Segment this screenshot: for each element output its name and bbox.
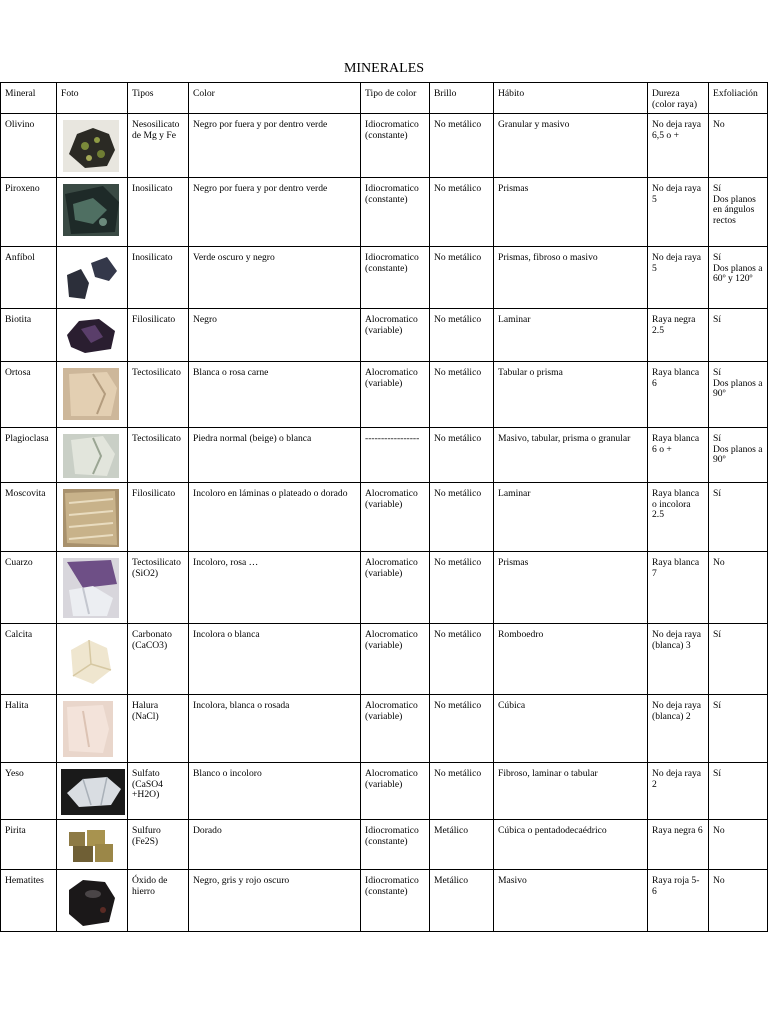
cell-tipo-color: Idiocromatico (constante): [361, 114, 430, 178]
header-tipos: Tipos: [128, 83, 189, 114]
header-exfoliacion: Exfoliación: [709, 83, 768, 114]
cell-brillo: No metálico: [430, 428, 494, 483]
cell-mineral: Cuarzo: [1, 552, 57, 624]
cell-habito: Prismas: [494, 552, 648, 624]
cell-color: Blanco o incoloro: [189, 763, 361, 820]
table-row: [1, 763, 768, 820]
cell-habito: Granular y masivo: [494, 114, 648, 178]
cell-brillo: Metálico: [430, 870, 494, 932]
cell-exfoliacion: Sí Dos planos a 90º: [709, 362, 768, 428]
cell-brillo: No metálico: [430, 624, 494, 695]
table-row: [1, 624, 768, 695]
cell-tipo-color: Idiocromatico (constante): [361, 247, 430, 309]
header-color: Color: [189, 83, 361, 114]
cell-exfoliacion: No: [709, 870, 768, 932]
cell-color: Negro por fuera y por dentro verde: [189, 114, 361, 178]
cell-brillo: Metálico: [430, 820, 494, 870]
olivino-photo: [63, 120, 119, 172]
table-row: [1, 178, 768, 247]
page-title: MINERALES: [343, 61, 425, 76]
cell-foto: [57, 763, 128, 820]
cell-tipos: Filosilicato: [128, 309, 189, 362]
cell-brillo: No metálico: [430, 309, 494, 362]
cell-foto: [57, 870, 128, 932]
cell-tipos: Filosilicato: [128, 483, 189, 552]
cell-habito: Prismas, fibroso o masivo: [494, 247, 648, 309]
halita-photo: [63, 701, 113, 757]
table-row: [1, 695, 768, 763]
cell-color: Verde oscuro y negro: [189, 247, 361, 309]
cell-tipos: Inosilicato: [128, 247, 189, 309]
cell-mineral: Halita: [1, 695, 57, 763]
cell-dureza: No deja raya 5: [648, 247, 709, 309]
table-row: [1, 309, 768, 362]
cell-color: Piedra normal (beige) o blanca: [189, 428, 361, 483]
cell-foto: [57, 552, 128, 624]
cell-mineral: Ortosa: [1, 362, 57, 428]
cell-dureza: Raya blanca 6: [648, 362, 709, 428]
cell-tipos: Óxido de hierro: [128, 870, 189, 932]
cell-habito: Laminar: [494, 483, 648, 552]
cell-foto: [57, 428, 128, 483]
cell-foto: [57, 178, 128, 247]
cell-foto: [57, 624, 128, 695]
cell-foto: [57, 309, 128, 362]
cell-exfoliacion: No: [709, 820, 768, 870]
table-row: [1, 428, 768, 483]
header-habito: Hábito: [494, 83, 648, 114]
table-row: [1, 483, 768, 552]
cell-mineral: Plagioclasa: [1, 428, 57, 483]
cell-mineral: Anfíbol: [1, 247, 57, 309]
cell-tipo-color: Alocromatico (variable): [361, 552, 430, 624]
cell-color: Incoloro en láminas o plateado o dorado: [189, 483, 361, 552]
cell-tipos: Tectosilicato: [128, 428, 189, 483]
cuarzo-photo: [63, 558, 119, 618]
cell-habito: Laminar: [494, 309, 648, 362]
cell-dureza: Raya blanca 6 o +: [648, 428, 709, 483]
cell-habito: Prismas: [494, 178, 648, 247]
cell-habito: Tabular o prisma: [494, 362, 648, 428]
cell-exfoliacion: Sí Dos planos a 90º: [709, 428, 768, 483]
cell-color: Dorado: [189, 820, 361, 870]
cell-foto: [57, 247, 128, 309]
cell-tipos: Tectosilicato: [128, 362, 189, 428]
biotita-photo: [63, 315, 119, 357]
cell-brillo: No metálico: [430, 114, 494, 178]
table-row: [1, 820, 768, 870]
cell-dureza: Raya negra 2.5: [648, 309, 709, 362]
cell-color: Incoloro, rosa …: [189, 552, 361, 624]
cell-foto: [57, 820, 128, 870]
cell-brillo: No metálico: [430, 552, 494, 624]
cell-color: Negro, gris y rojo oscuro: [189, 870, 361, 932]
cell-foto: [57, 114, 128, 178]
cell-tipo-color: Idiocromatico (constante): [361, 870, 430, 932]
cell-tipo-color: Alocromatico (variable): [361, 483, 430, 552]
cell-dureza: Raya negra 6: [648, 820, 709, 870]
cell-color: Negro por fuera y por dentro verde: [189, 178, 361, 247]
cell-exfoliacion: Sí: [709, 624, 768, 695]
cell-mineral: Moscovita: [1, 483, 57, 552]
cell-dureza: Raya blanca o incolora 2.5: [648, 483, 709, 552]
cell-mineral: Biotita: [1, 309, 57, 362]
cell-exfoliacion: Sí: [709, 695, 768, 763]
piroxeno-photo: [63, 184, 119, 236]
header-mineral: Mineral: [1, 83, 57, 114]
cell-exfoliacion: Sí Dos planos a 60º y 120º: [709, 247, 768, 309]
cell-brillo: No metálico: [430, 695, 494, 763]
cell-mineral: Yeso: [1, 763, 57, 820]
cell-foto: [57, 695, 128, 763]
cell-brillo: No metálico: [430, 763, 494, 820]
cell-dureza: No deja raya 6,5 o +: [648, 114, 709, 178]
cell-tipo-color: Idiocromatico (constante): [361, 820, 430, 870]
cell-tipos: Nesosilicato de Mg y Fe: [128, 114, 189, 178]
cell-tipo-color: Alocromatico (variable): [361, 362, 430, 428]
header-foto: Foto: [57, 83, 128, 114]
cell-habito: Masivo, tabular, prisma o granular: [494, 428, 648, 483]
cell-mineral: Hematites: [1, 870, 57, 932]
table-row: [1, 247, 768, 309]
cell-habito: Cúbica: [494, 695, 648, 763]
cell-exfoliacion: Sí: [709, 309, 768, 362]
header-dureza: Dureza (color raya): [648, 83, 709, 114]
cell-mineral: Olivino: [1, 114, 57, 178]
header-brillo: Brillo: [430, 83, 494, 114]
cell-mineral: Piroxeno: [1, 178, 57, 247]
cell-tipos: Inosilicato: [128, 178, 189, 247]
cell-brillo: No metálico: [430, 362, 494, 428]
cell-dureza: Raya blanca 7: [648, 552, 709, 624]
cell-dureza: No deja raya 2: [648, 763, 709, 820]
cell-color: Negro: [189, 309, 361, 362]
cell-tipos: Halura (NaCl): [128, 695, 189, 763]
cell-exfoliacion: Sí Dos planos en ángulos rectos: [709, 178, 768, 247]
cell-tipos: Tectosilicato (SiO2): [128, 552, 189, 624]
header-tipo-color: Tipo de color: [361, 83, 430, 114]
cell-exfoliacion: Sí: [709, 483, 768, 552]
cell-dureza: No deja raya (blanca) 2: [648, 695, 709, 763]
hematites-photo: [63, 876, 119, 928]
cell-tipo-color: -----------------: [361, 428, 430, 483]
table-row: [1, 362, 768, 428]
cell-exfoliacion: No: [709, 552, 768, 624]
cell-tipo-color: Alocromatico (variable): [361, 695, 430, 763]
cell-dureza: No deja raya 5: [648, 178, 709, 247]
cell-exfoliacion: No: [709, 114, 768, 178]
cell-mineral: Calcita: [1, 624, 57, 695]
header-row: [1, 83, 768, 114]
yeso-photo: [61, 769, 125, 815]
calcita-photo: [63, 630, 119, 690]
table-row: [1, 870, 768, 932]
cell-habito: Masivo: [494, 870, 648, 932]
table-row: [1, 552, 768, 624]
cell-brillo: No metálico: [430, 483, 494, 552]
cell-tipo-color: Alocromatico (variable): [361, 763, 430, 820]
cell-habito: Cúbica o pentadodecaédrico: [494, 820, 648, 870]
cell-habito: Fibroso, laminar o tabular: [494, 763, 648, 820]
cell-tipo-color: Alocromatico (variable): [361, 624, 430, 695]
cell-tipo-color: Idiocromatico (constante): [361, 178, 430, 247]
plagioclasa-photo: [63, 434, 119, 478]
cell-tipos: Sulfuro (Fe2S): [128, 820, 189, 870]
cell-dureza: No deja raya (blanca) 3: [648, 624, 709, 695]
cell-tipos: Sulfato (CaSO4 +H2O): [128, 763, 189, 820]
cell-exfoliacion: Sí: [709, 763, 768, 820]
cell-habito: Romboedro: [494, 624, 648, 695]
cell-tipos: Carbonato (CaCO3): [128, 624, 189, 695]
cell-brillo: No metálico: [430, 247, 494, 309]
cell-color: Blanca o rosa carne: [189, 362, 361, 428]
minerals-table: [0, 82, 768, 932]
cell-color: Incolora o blanca: [189, 624, 361, 695]
cell-color: Incolora, blanca o rosada: [189, 695, 361, 763]
cell-mineral: Pirita: [1, 820, 57, 870]
cell-brillo: No metálico: [430, 178, 494, 247]
cell-dureza: Raya roja 5-6: [648, 870, 709, 932]
cell-foto: [57, 483, 128, 552]
moscovita-photo: [63, 489, 119, 547]
anfibol-photo: [63, 253, 119, 305]
ortosa-photo: [63, 368, 119, 420]
cell-tipo-color: Alocromatico (variable): [361, 309, 430, 362]
cell-foto: [57, 362, 128, 428]
pirita-photo: [63, 826, 119, 866]
table-row: [1, 114, 768, 178]
